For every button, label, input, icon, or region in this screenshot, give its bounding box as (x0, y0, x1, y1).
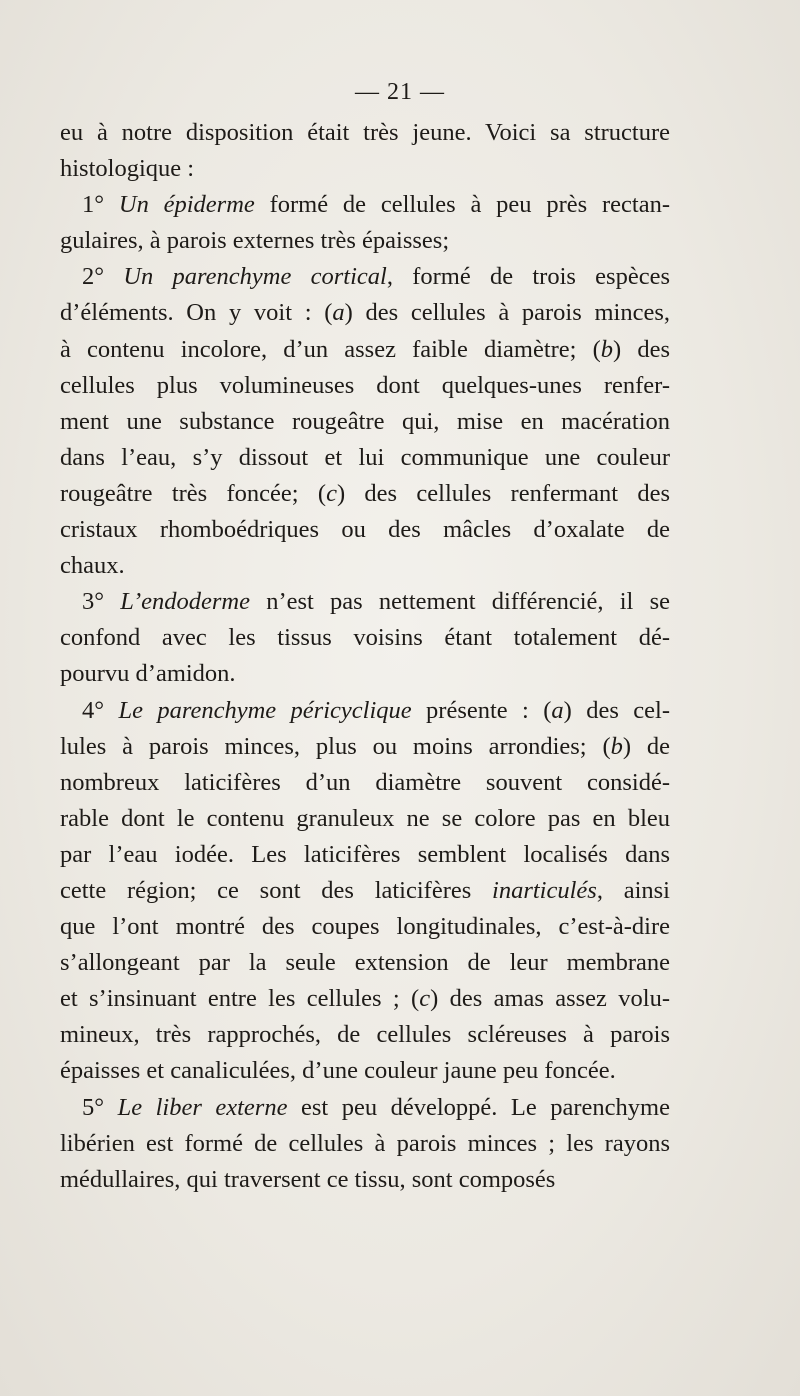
text-line (60, 295, 670, 331)
text-line (60, 981, 670, 1017)
text-line (60, 837, 670, 873)
page-number: — 21 — (355, 79, 445, 105)
text-run: 3° (82, 588, 121, 616)
text-line (60, 1053, 670, 1089)
paragraph (60, 115, 670, 187)
text-run: par l’eau iodée. Les laticifères semblent localisés dans (60, 840, 670, 868)
text-run: présente : ( (411, 696, 552, 724)
paragraph (60, 1090, 670, 1198)
italic-run: c (419, 985, 431, 1013)
text-line (60, 476, 670, 512)
italic-run: Le liber externe (117, 1093, 288, 1121)
text-run: rougeâtre très foncée; ( (60, 479, 327, 507)
text-run: pourvu d’amidon. (60, 660, 236, 688)
text-run: ) des cel- (563, 696, 670, 724)
italic-run: Le parenchyme péricyclique (118, 696, 412, 724)
italic-run: c (326, 479, 337, 507)
text-line (60, 440, 670, 476)
text-line (60, 368, 670, 404)
text-line (60, 404, 670, 440)
text-run: n’est pas nettement différencié, il se (250, 588, 670, 616)
paragraph (60, 584, 670, 692)
text-line (60, 620, 670, 656)
text-line (60, 1090, 670, 1126)
italic-run: b (610, 732, 623, 760)
text-run: ) des cellules renfermant des (336, 479, 670, 507)
text-run: chaux. (60, 552, 125, 580)
text-run: 4° (82, 696, 119, 724)
text-line (60, 1162, 670, 1198)
text-line (60, 1017, 670, 1053)
text-run: libérien est formé de cellules à parois minces ; les rayons (60, 1129, 670, 1157)
text-line (60, 1126, 670, 1162)
text-run: ) de (622, 732, 670, 760)
text-run: confond avec les tissus voisins étant totalement dé- (60, 624, 670, 652)
body-text (60, 115, 670, 1198)
text-run: ) des cellules à parois minces, (344, 299, 670, 327)
italic-run: L’endoderme (120, 588, 250, 616)
text-run: à contenu incolore, d’un assez faible diamètre; ( (60, 335, 601, 363)
italic-run: a (332, 299, 345, 327)
text-line (60, 548, 670, 584)
paragraph (60, 259, 670, 584)
text-run: cellules plus volumineuses dont quelques-unes renfer- (60, 371, 670, 399)
text-line (60, 115, 670, 151)
text-line (60, 512, 670, 548)
text-run: , formé de trois espèces (386, 263, 670, 291)
text-run: dans l’eau, s’y dissout et lui communique une couleur (60, 443, 670, 471)
text-line (60, 223, 670, 259)
text-run: cette région; ce sont des laticifères (60, 876, 493, 904)
text-run: que l’ont montré des coupes longitudinales, c’est-à-dire (60, 913, 670, 941)
text-run: cristaux rhomboédriques ou des mâcles d’oxalate de (60, 516, 670, 544)
text-line (60, 584, 670, 620)
text-line (60, 765, 670, 801)
text-run: s’allongeant par la seule extension de leur membrane (60, 949, 670, 977)
text-run: 1° (82, 191, 119, 219)
text-run: 5° (82, 1093, 118, 1121)
text-run: ) des (613, 335, 670, 363)
italic-run: Un épiderme (118, 191, 255, 219)
text-line (60, 729, 670, 765)
text-run: lules à parois minces, plus ou moins arrondies; ( (60, 732, 611, 760)
text-run: rable dont le contenu granuleux ne se colore pas en bleu (60, 804, 670, 832)
text-line (60, 801, 670, 837)
italic-run: b (600, 335, 614, 363)
text-run: ) des amas assez volu- (430, 985, 670, 1013)
paragraph (60, 693, 670, 1090)
text-run: médullaires, qui traversent ce tissu, sont composés (60, 1165, 556, 1193)
italic-run: inarticulés (492, 876, 597, 904)
text-run: et s’insinuant entre les cellules ; ( (60, 985, 420, 1013)
text-line (60, 332, 670, 368)
text-line (60, 656, 670, 692)
italic-run: Un parenchyme cortical (123, 263, 387, 291)
text-run: eu à notre disposition était très jeune. Voici sa structure (60, 119, 670, 146)
text-line (60, 909, 670, 945)
text-line (60, 151, 670, 187)
text-line (60, 873, 670, 909)
italic-run: a (551, 696, 564, 724)
text-run: 2° (82, 263, 124, 291)
text-run: épaisses et canaliculées, d’une couleur jaune peu foncée. (60, 1057, 616, 1085)
text-run: nombreux laticifères d’un diamètre souvent considé- (60, 768, 670, 796)
text-run: formé de cellules à peu près rectan- (254, 191, 670, 219)
text-run: est peu développé. Le parenchyme (287, 1093, 670, 1121)
text-run: gulaires, à parois externes très épaisses; (60, 227, 450, 255)
text-run: mineux, très rapprochés, de cellules scléreuses à parois (60, 1021, 670, 1049)
text-run: ment une substance rougeâtre qui, mise en macération (60, 407, 670, 435)
text-line (60, 945, 670, 981)
text-line (60, 259, 670, 295)
paragraph (60, 187, 670, 259)
text-run: histologique : (60, 155, 195, 183)
text-line (60, 187, 670, 223)
text-run: , ainsi (596, 876, 670, 904)
text-line (60, 693, 670, 729)
text-run: d’éléments. On y voit : ( (60, 299, 333, 327)
